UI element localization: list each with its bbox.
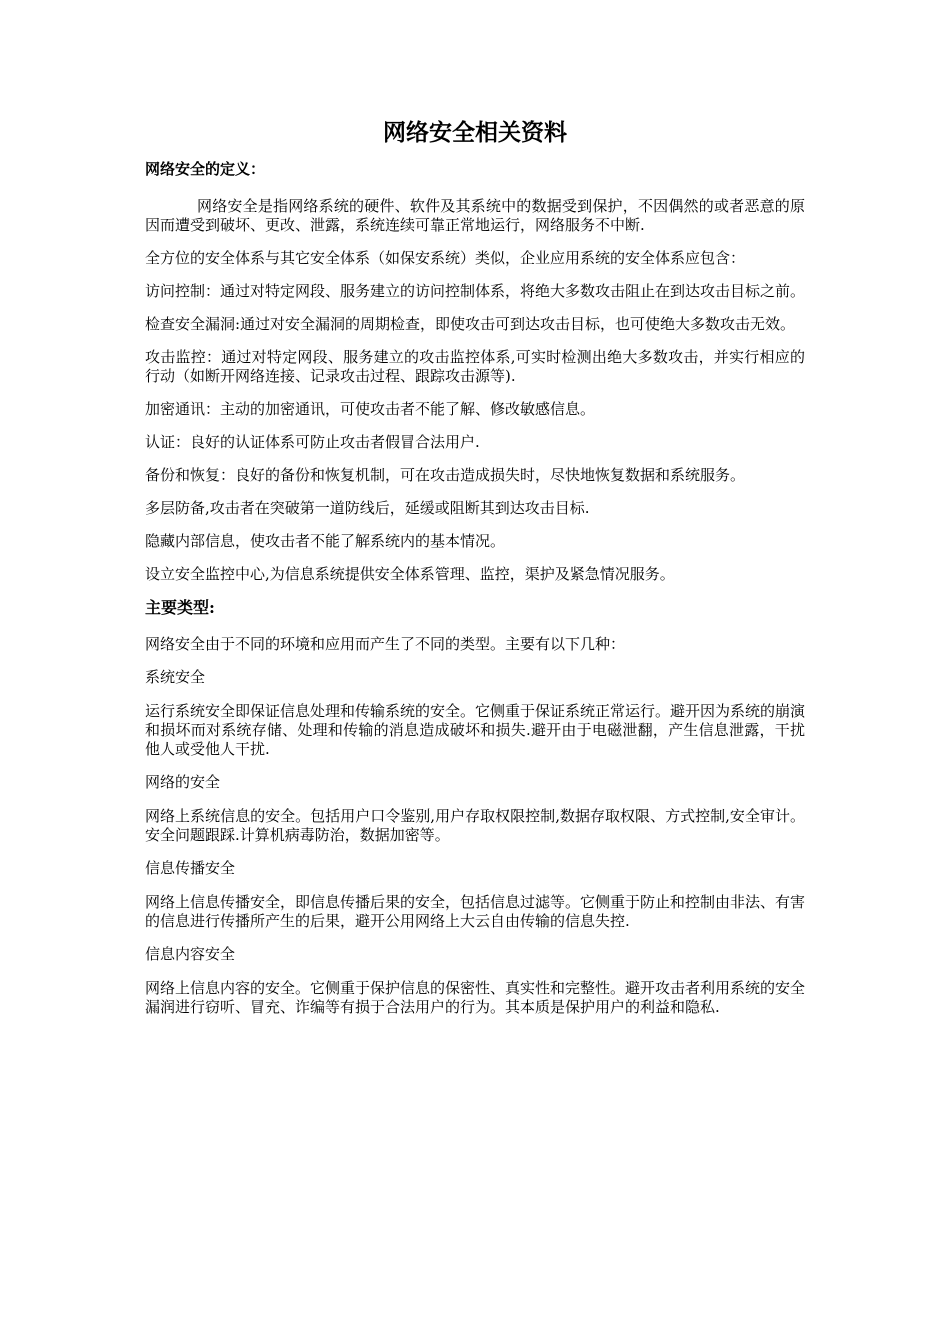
type-name: 信息传播安全 — [145, 859, 236, 877]
type-name: 信息内容安全 — [145, 945, 236, 963]
document-page — [145, 118, 805, 1031]
list-item: 检查安全漏洞:通过对安全漏洞的周期检查，即使攻击可到达攻击目标，也可使绝大多数攻击无效。 — [145, 315, 796, 333]
types-intro-paragraph: 网络安全由于不同的环境和应用而产生了不同的类型。主要有以下几种： — [145, 635, 626, 653]
list-item: 多层防备,攻击者在突破第一道防线后，延缓或阻断其到达攻击目标. — [145, 499, 590, 517]
types-heading: 主要类型: — [145, 598, 215, 617]
system-intro-paragraph: 全方位的安全体系与其它安全体系（如保安系统）类似，企业应用系统的安全体系应包含： — [145, 249, 746, 267]
list-item: 设立安全监控中心,为信息系统提供安全体系管理、监控，渠护及紧急情况服务。 — [145, 565, 675, 583]
list-item: 隐藏内部信息，使攻击者不能了解系统内的基本情况。 — [145, 532, 506, 550]
list-item: 攻击监控：通过对特定网段、服务建立的攻击监控体系,可实时检测出绝大多数攻击，并实行相应的行动（如断开网络连接、记录攻击过程、跟踪攻击源等). — [145, 348, 805, 385]
type-description: 网络上信息传播安全，即信息传播后果的安全，包括信息过滤等。它侧重于防止和控制由非法、有害的信息进行传播所产生的后果，避开公用网络上大云自由传输的信息失控. — [145, 893, 806, 930]
list-item: 访问控制：通过对特定网段、服务建立的访问控制体系，将绝大多数攻击阻止在到达攻击目标之前。 — [145, 282, 806, 300]
list-item: 加密通讯：主动的加密通讯，可使攻击者不能了解、修改敏感信息。 — [145, 400, 596, 418]
list-item: 认证：良好的认证体系可防止攻击者假冒合法用户. — [145, 433, 480, 451]
type-description: 运行系统安全即保证信息处理和传输系统的安全。它侧重于保证系统正常运行。避开因为系统的崩演和损坏而对系统存储、处理和传输的消息造成破坏和损失.避开由于电磁泄翻，产生信息泄露，干扰他人或受他人干扰. — [145, 702, 806, 758]
type-description: 网络上系统信息的安全。包括用户口令鉴别,用户存取权限控制,数据存取权限、方式控制,安全审计。安全问题跟踩.计算机病毒防治，数据加密等。 — [145, 807, 805, 844]
definition-heading: 网络安全的定义： — [145, 160, 266, 178]
type-name: 系统安全 — [145, 668, 206, 686]
definition-paragraph: 网络安全是指网络系统的硬件、软件及其系统中的数据受到保护，不因偶然的或者恶意的原因而遭受到破坏、更改、泄露，系统连续可靠正常地运行，网络服务不中断. — [145, 197, 805, 234]
type-description: 网络上信息内容的安全。它侧重于保护信息的保密性、真实性和完整性。避开攻击者利用系统的安全漏润进行窃听、冒充、诈编等有损于合法用户的行为。其本质是保护用户的利益和隐私. — [145, 979, 806, 1016]
document-title: 网络安全相关资料 — [383, 119, 567, 146]
type-name: 网络的安全 — [145, 773, 221, 791]
list-item: 备份和恢复：良好的备份和恢复机制，可在攻击造成损失时，尽快地恢复数据和系统服务。 — [145, 466, 746, 484]
